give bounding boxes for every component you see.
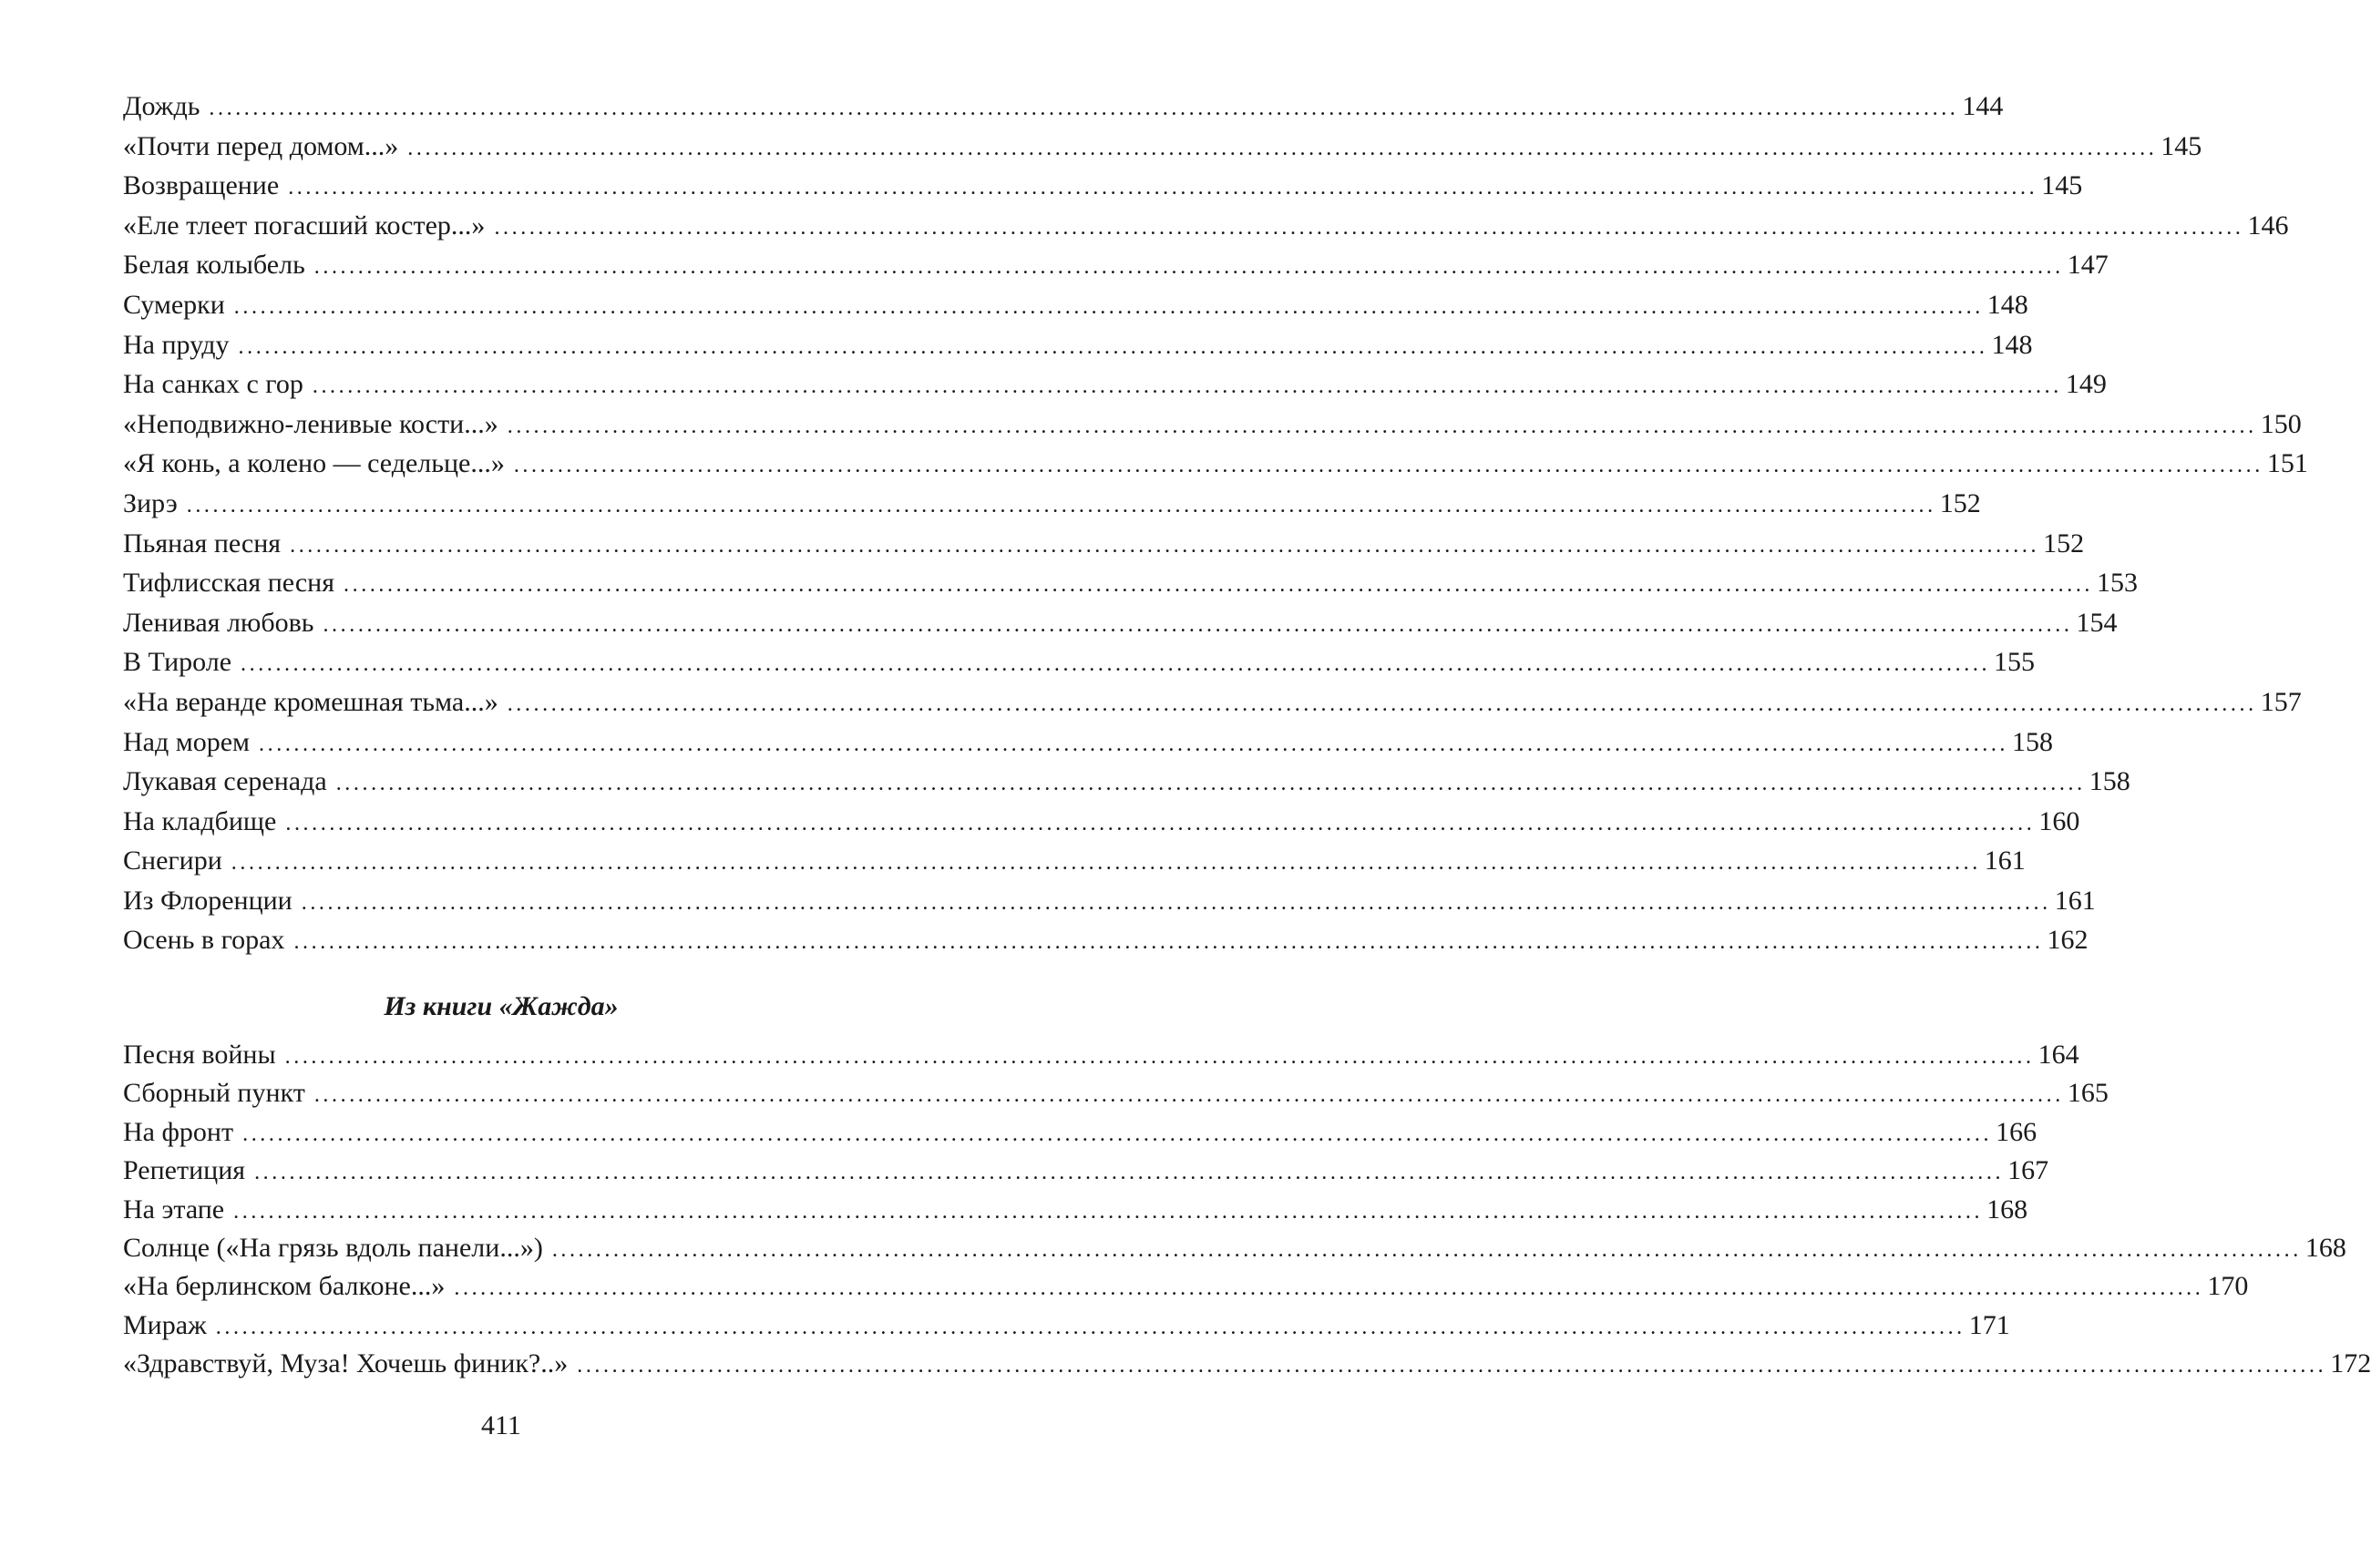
toc-entry-page: 167 bbox=[2007, 1155, 2049, 1186]
dot-leader: ........................................................................................................................................................................................................ bbox=[209, 97, 1959, 120]
dot-leader: ........................................................................................................................................................................................................ bbox=[186, 493, 1936, 518]
toc-entry-page: 160 bbox=[2038, 805, 2080, 836]
dot-leader: ........................................................................................................................................................................................................ bbox=[238, 334, 1988, 359]
toc-entry-title: Лукавая серенада bbox=[123, 766, 327, 797]
toc-entry-title: Ленивая любовь bbox=[123, 607, 314, 638]
dot-leader: ........................................................................................................................................................................................................ bbox=[233, 294, 1984, 319]
toc-entry-title: Тифлисская песня bbox=[123, 568, 335, 599]
toc-entry bbox=[123, 444, 2308, 484]
toc-entry-title: Белая колыбель bbox=[123, 250, 305, 281]
toc-entry-title: «Почти перед домом...» bbox=[123, 130, 399, 161]
toc-entry-page: 165 bbox=[2067, 1078, 2109, 1109]
dot-leader: ........................................................................................................................................................................................................ bbox=[551, 1237, 2302, 1262]
toc-entry-page: 161 bbox=[2054, 885, 2096, 916]
toc-entry-page: 172 bbox=[2330, 1348, 2371, 1379]
toc-entry-title: «Еле тлеет погасший костер...» bbox=[123, 210, 486, 241]
dot-leader: ........................................................................................................................................................................................................ bbox=[513, 454, 2263, 478]
toc-entry-title: Зирэ bbox=[123, 487, 178, 518]
toc-entry-title: На фронт bbox=[123, 1116, 234, 1147]
dot-leader: ........................................................................................................................................................................................................ bbox=[312, 374, 2062, 399]
dot-leader: ........................................................................................................................................................................................................ bbox=[577, 1354, 2327, 1378]
toc-entry bbox=[123, 1152, 2049, 1190]
section-title: Из книги «Жажда» bbox=[384, 991, 619, 1021]
toc-entry bbox=[123, 285, 2028, 325]
toc-entry-title: Мираж bbox=[123, 1309, 207, 1340]
toc-entry-title: Сумерки bbox=[123, 289, 225, 320]
toc-entry-title: «Я конь, а колено — седельце...» bbox=[123, 448, 505, 479]
dot-leader: ........................................................................................................................................................................................................ bbox=[242, 1122, 1993, 1146]
toc-entry-title: «На веранде кромешная тьма...» bbox=[123, 686, 498, 717]
toc-entry bbox=[123, 1345, 2371, 1383]
toc-entry bbox=[123, 1036, 2079, 1074]
toc-entry-page: 154 bbox=[2076, 607, 2118, 638]
toc-entry-title: Репетиция bbox=[123, 1155, 246, 1186]
toc-entry bbox=[123, 682, 2302, 723]
toc-entry bbox=[123, 762, 2130, 802]
toc-entry bbox=[123, 87, 2004, 127]
toc-entry-page: 149 bbox=[2065, 369, 2107, 400]
toc-entry-title: «Неподвижно-ленивые кости...» bbox=[123, 408, 498, 439]
dot-leader: ........................................................................................................................................................................................................ bbox=[507, 692, 2257, 716]
toc-entry-title: Песня войны bbox=[123, 1040, 276, 1070]
toc-entry-page: 151 bbox=[2266, 448, 2308, 479]
toc-entry-title: Сборный пункт bbox=[123, 1078, 305, 1109]
toc-entry-page: 170 bbox=[2207, 1271, 2249, 1302]
toc-entry-title: Солнце («На грязь вдоль панели...») bbox=[123, 1232, 543, 1263]
toc-entry-title: В Тироле bbox=[123, 647, 232, 678]
toc-entry bbox=[123, 723, 2054, 763]
dot-leader: ........................................................................................................................................................................................................ bbox=[494, 215, 2244, 240]
toc-entry-page: 155 bbox=[1994, 647, 2036, 678]
toc-entry bbox=[123, 1191, 2028, 1229]
section-table-of-contents bbox=[123, 1036, 2371, 1384]
toc-entry-title: Пьяная песня bbox=[123, 528, 282, 559]
toc-entry bbox=[123, 563, 2139, 603]
dot-leader: ........................................................................................................................................................................................................ bbox=[285, 811, 2036, 835]
toc-entry-page: 166 bbox=[1996, 1116, 2037, 1147]
toc-entry-title: «Здравствуй, Муза! Хочешь финик?..» bbox=[123, 1348, 569, 1379]
toc-entry-title: Осень в горах bbox=[123, 925, 285, 956]
toc-entry-page: 146 bbox=[2247, 210, 2289, 241]
toc-entry-page: 164 bbox=[2037, 1040, 2079, 1070]
toc-entry-page: 152 bbox=[2043, 528, 2085, 559]
dot-leader: ........................................................................................................................................................................................................ bbox=[407, 136, 2158, 160]
toc-entry bbox=[123, 484, 1981, 524]
dot-leader: ........................................................................................................................................................................................................ bbox=[259, 732, 2009, 756]
dot-leader: ........................................................................................................................................................................................................ bbox=[215, 1315, 1966, 1339]
dot-leader: ........................................................................................................................................................................................................ bbox=[290, 533, 2040, 558]
toc-entry bbox=[123, 245, 2109, 285]
toc-entry bbox=[123, 325, 2033, 365]
toc-entry bbox=[123, 1113, 2037, 1152]
dot-leader: ........................................................................................................................................................................................................ bbox=[284, 1045, 2035, 1069]
dot-leader: ........................................................................................................................................................................................................ bbox=[231, 851, 1981, 876]
dot-leader: ........................................................................................................................................................................................................ bbox=[288, 176, 2038, 200]
dot-leader: ........................................................................................................................................................................................................ bbox=[335, 772, 2086, 796]
toc-entry-title: Над морем bbox=[123, 726, 251, 757]
dot-leader: ........................................................................................................................................................................................................ bbox=[254, 1161, 2005, 1185]
dot-leader: ........................................................................................................................................................................................................ bbox=[454, 1276, 2204, 1301]
dot-leader: ........................................................................................................................................................................................................ bbox=[233, 1199, 1984, 1224]
toc-entry-title: Из Флоренции bbox=[123, 885, 293, 916]
toc-entry-page: 158 bbox=[2089, 766, 2130, 797]
toc-entry bbox=[123, 881, 2096, 921]
toc-entry-page: 150 bbox=[2260, 408, 2302, 439]
toc-entry-page: 147 bbox=[2067, 250, 2109, 281]
toc-entry bbox=[123, 1267, 2249, 1306]
dot-leader: ........................................................................................................................................................................................................ bbox=[323, 612, 2073, 637]
toc-entry-title: Возвращение bbox=[123, 170, 280, 201]
toc-entry-page: 145 bbox=[2161, 130, 2202, 161]
toc-entry bbox=[123, 841, 2026, 881]
dot-leader: ........................................................................................................................................................................................................ bbox=[241, 652, 1991, 677]
toc-entry-page: 148 bbox=[1991, 329, 2033, 360]
toc-entry-page: 162 bbox=[2047, 925, 2089, 956]
toc-entry bbox=[123, 603, 2118, 643]
table-of-contents bbox=[123, 87, 2308, 960]
toc-entry-title: «На берлинском балконе...» bbox=[123, 1271, 446, 1302]
toc-entry-page: 153 bbox=[2097, 568, 2139, 599]
dot-leader: ........................................................................................................................................................................................................ bbox=[301, 890, 2051, 915]
toc-entry-page: 148 bbox=[1986, 289, 2028, 320]
dot-leader: ........................................................................................................................................................................................................ bbox=[507, 414, 2257, 438]
toc-entry bbox=[123, 127, 2202, 167]
toc-entry-page: 145 bbox=[2041, 170, 2083, 201]
toc-entry bbox=[123, 642, 2036, 682]
toc-entry-title: Дождь bbox=[123, 91, 200, 121]
dot-leader: ........................................................................................................................................................................................................ bbox=[344, 573, 2094, 598]
toc-entry bbox=[123, 920, 2089, 960]
toc-entry-title: На кладбище bbox=[123, 805, 277, 836]
toc-entry bbox=[123, 166, 2083, 206]
dot-leader: ........................................................................................................................................................................................................ bbox=[313, 255, 2064, 280]
toc-entry-page: 171 bbox=[1968, 1309, 2010, 1340]
toc-entry-page: 168 bbox=[2304, 1232, 2346, 1263]
toc-entry bbox=[123, 1307, 2010, 1345]
toc-entry-title: Снегири bbox=[123, 845, 222, 876]
toc-entry-page: 168 bbox=[1986, 1194, 2028, 1225]
toc-entry-title: На пруду bbox=[123, 329, 230, 360]
toc-entry-title: На санках с гор bbox=[123, 369, 303, 400]
toc-entry-page: 157 bbox=[2260, 686, 2302, 717]
toc-entry bbox=[123, 405, 2302, 445]
toc-entry-page: 144 bbox=[1962, 91, 2004, 121]
dot-leader: ........................................................................................................................................................................................................ bbox=[293, 930, 2044, 955]
toc-entry bbox=[123, 524, 2085, 564]
toc-entry-title: На этапе bbox=[123, 1194, 225, 1225]
toc-entry bbox=[123, 802, 2080, 842]
dot-leader: ........................................................................................................................................................................................................ bbox=[313, 1083, 2064, 1108]
page-number: 411 bbox=[481, 1410, 521, 1440]
toc-entry-page: 152 bbox=[1939, 487, 1981, 518]
toc-entry bbox=[123, 206, 2289, 246]
toc-entry bbox=[123, 1229, 2346, 1267]
toc-entry bbox=[123, 364, 2107, 405]
toc-entry-page: 158 bbox=[2012, 726, 2054, 757]
toc-entry-page: 161 bbox=[1984, 845, 2026, 876]
toc-entry bbox=[123, 1074, 2109, 1112]
